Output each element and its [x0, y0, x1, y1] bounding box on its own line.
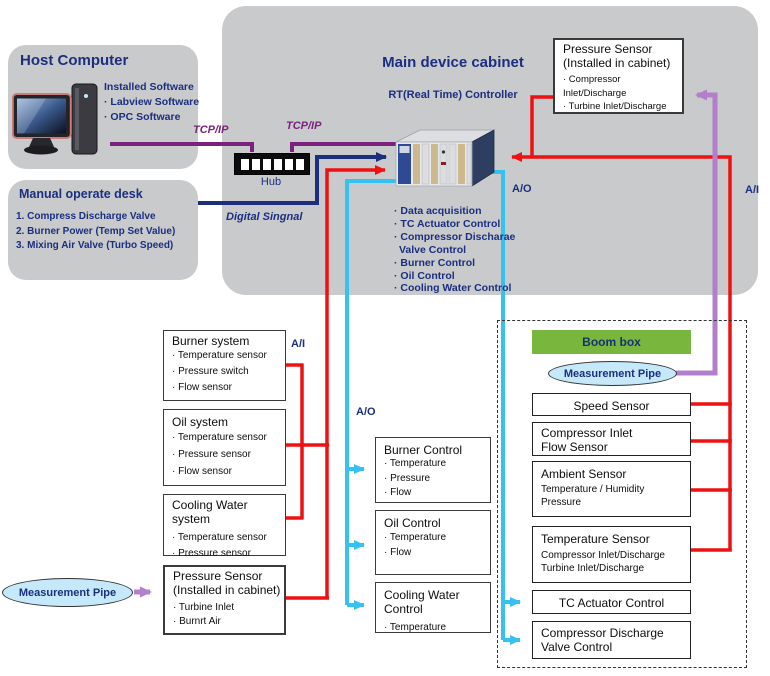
box-title: Oil system [172, 415, 229, 429]
controller-function-list [394, 205, 515, 295]
box-item: · Flow sensor [172, 466, 233, 477]
box-subtitle: (Installed in cabinet) [173, 582, 281, 597]
box-item: · Pressure [384, 472, 431, 484]
function-item: · Compressor Discharae [394, 230, 516, 243]
box-title-line2: Flow Sensor [541, 440, 608, 454]
tcpip-label-host: TCP/IP [193, 124, 229, 136]
hub-label: Hub [260, 176, 282, 188]
hub-port [263, 159, 271, 170]
compressor-discharge-valve-control-box [532, 621, 691, 659]
burner-control-box [375, 437, 491, 503]
tcpip-label-hub: TCP/IP [286, 120, 322, 132]
box-item: · Temperature sensor [172, 432, 267, 443]
pressure-sensor-cabinet-top-box [553, 38, 684, 114]
box-title: Speed Sensor [573, 399, 650, 413]
box-title-line2: Valve Control [541, 640, 613, 654]
cabinet-title: Main device cabinet [382, 54, 524, 71]
oil-control-box [375, 510, 491, 575]
software-item: · Labview Software [104, 96, 200, 108]
measurement-pipe-left: Measurement Pipe [2, 578, 133, 607]
box-item: · Compressor Inlet/Discharge [563, 74, 627, 99]
compressor-inlet-flow-sensor-box [532, 422, 691, 456]
hub-port [285, 159, 293, 170]
box-title: Compressor Inlet [541, 426, 633, 440]
box-item: · Flow [384, 487, 412, 498]
function-item: · Data acquisition [394, 205, 482, 217]
box-title: Burner Control [384, 443, 463, 457]
tc-actuator-control-box [532, 590, 691, 614]
box-title: Burner system [172, 334, 250, 348]
computer-icon [12, 82, 106, 162]
installed-software-list [104, 80, 199, 125]
box-item: · Flow sensor [172, 382, 233, 393]
speed-sensor-box [532, 393, 691, 416]
host-computer-title: Host Computer [20, 52, 129, 69]
software-item: · OPC Software [104, 111, 181, 123]
digital-signal-label: Digital Singnal [226, 211, 303, 223]
ao-label-mid: A/O [356, 406, 376, 418]
box-item: · Flow [384, 547, 412, 558]
function-item: · Oil Control [394, 269, 455, 282]
box-title: Compressor Discharge [541, 626, 664, 640]
box-title: TC Actuator Control [558, 596, 665, 610]
box-title: Cooling Water system [172, 498, 248, 526]
hub-port [252, 159, 260, 170]
boom-box: Boom box [532, 330, 691, 354]
desk-item: 3. Mixing Air Valve (Turbo Speed) [16, 240, 174, 251]
cooling-water-system-box [163, 494, 286, 559]
rt-controller-label: RT(Real Time) Controller [388, 89, 518, 101]
measurement-pipe-right: Measurement Pipe [548, 361, 677, 386]
box-title: Temperature Sensor [541, 532, 650, 546]
box-item: Turbine Inlet/Discharge [541, 563, 645, 574]
box-item: · Temperature [384, 622, 447, 633]
box-title: Pressure Sensor [563, 42, 653, 56]
box-title: Pressure Sensor [173, 569, 263, 583]
box-item: Pressure [541, 496, 582, 508]
hub-icon [234, 153, 310, 175]
hub-port [274, 159, 282, 170]
box-item: · Temperature [384, 458, 447, 469]
box-subtitle: (Installed in cabinet) [563, 55, 671, 70]
temperature-sensor-box [532, 526, 691, 583]
ao-label-cabinet: A/O [512, 183, 532, 195]
desk-item: 1. Compress Discharge Valve [16, 211, 156, 222]
box-item: Compressor Inlet/Discharge [541, 550, 665, 561]
box-item: Temperature / Humidity [541, 484, 645, 495]
box-item: · Temperature sensor [172, 532, 267, 543]
box-item: · Burnrt Air [173, 615, 221, 627]
box-title: Oil Control [384, 516, 441, 530]
function-item: Valve Control [399, 243, 467, 256]
ambient-sensor-box [532, 461, 691, 517]
ai-label-cabinet: A/I [745, 184, 760, 196]
box-item: · Pressure sensor [172, 548, 251, 559]
desk-item: 2. Burner Power (Temp Set Value) [16, 225, 176, 237]
burner-system-box [163, 330, 286, 401]
rt-controller-icon [394, 126, 498, 188]
cooling-water-control-box [375, 582, 491, 633]
function-item: · Cooling Water Control [394, 282, 512, 295]
ai-label-left: A/I [291, 338, 306, 350]
box-item: · Pressure sensor [172, 449, 251, 460]
manual-desk-title: Manual operate desk [19, 187, 143, 201]
pressure-sensor-cabinet-bottom-box [163, 565, 286, 635]
manual-desk-items [16, 210, 175, 254]
box-item: · Pressure switch [172, 366, 249, 377]
box-item: · Turbine Inlet/Discharge [563, 101, 667, 112]
function-item: · TC Actuator Control [394, 217, 501, 230]
oil-system-box [163, 409, 286, 486]
box-item: · Temperature [384, 532, 447, 543]
hub-port [296, 159, 304, 170]
box-item: · Turbine Inlet [173, 602, 235, 613]
function-item: · Burner Control [394, 256, 476, 269]
box-item: · Temperature sensor [172, 350, 267, 361]
box-title: Cooling Water Control [384, 588, 460, 616]
software-heading: Installed Software [104, 81, 194, 93]
box-title: Ambient Sensor [541, 467, 627, 481]
hub-port [241, 159, 249, 170]
